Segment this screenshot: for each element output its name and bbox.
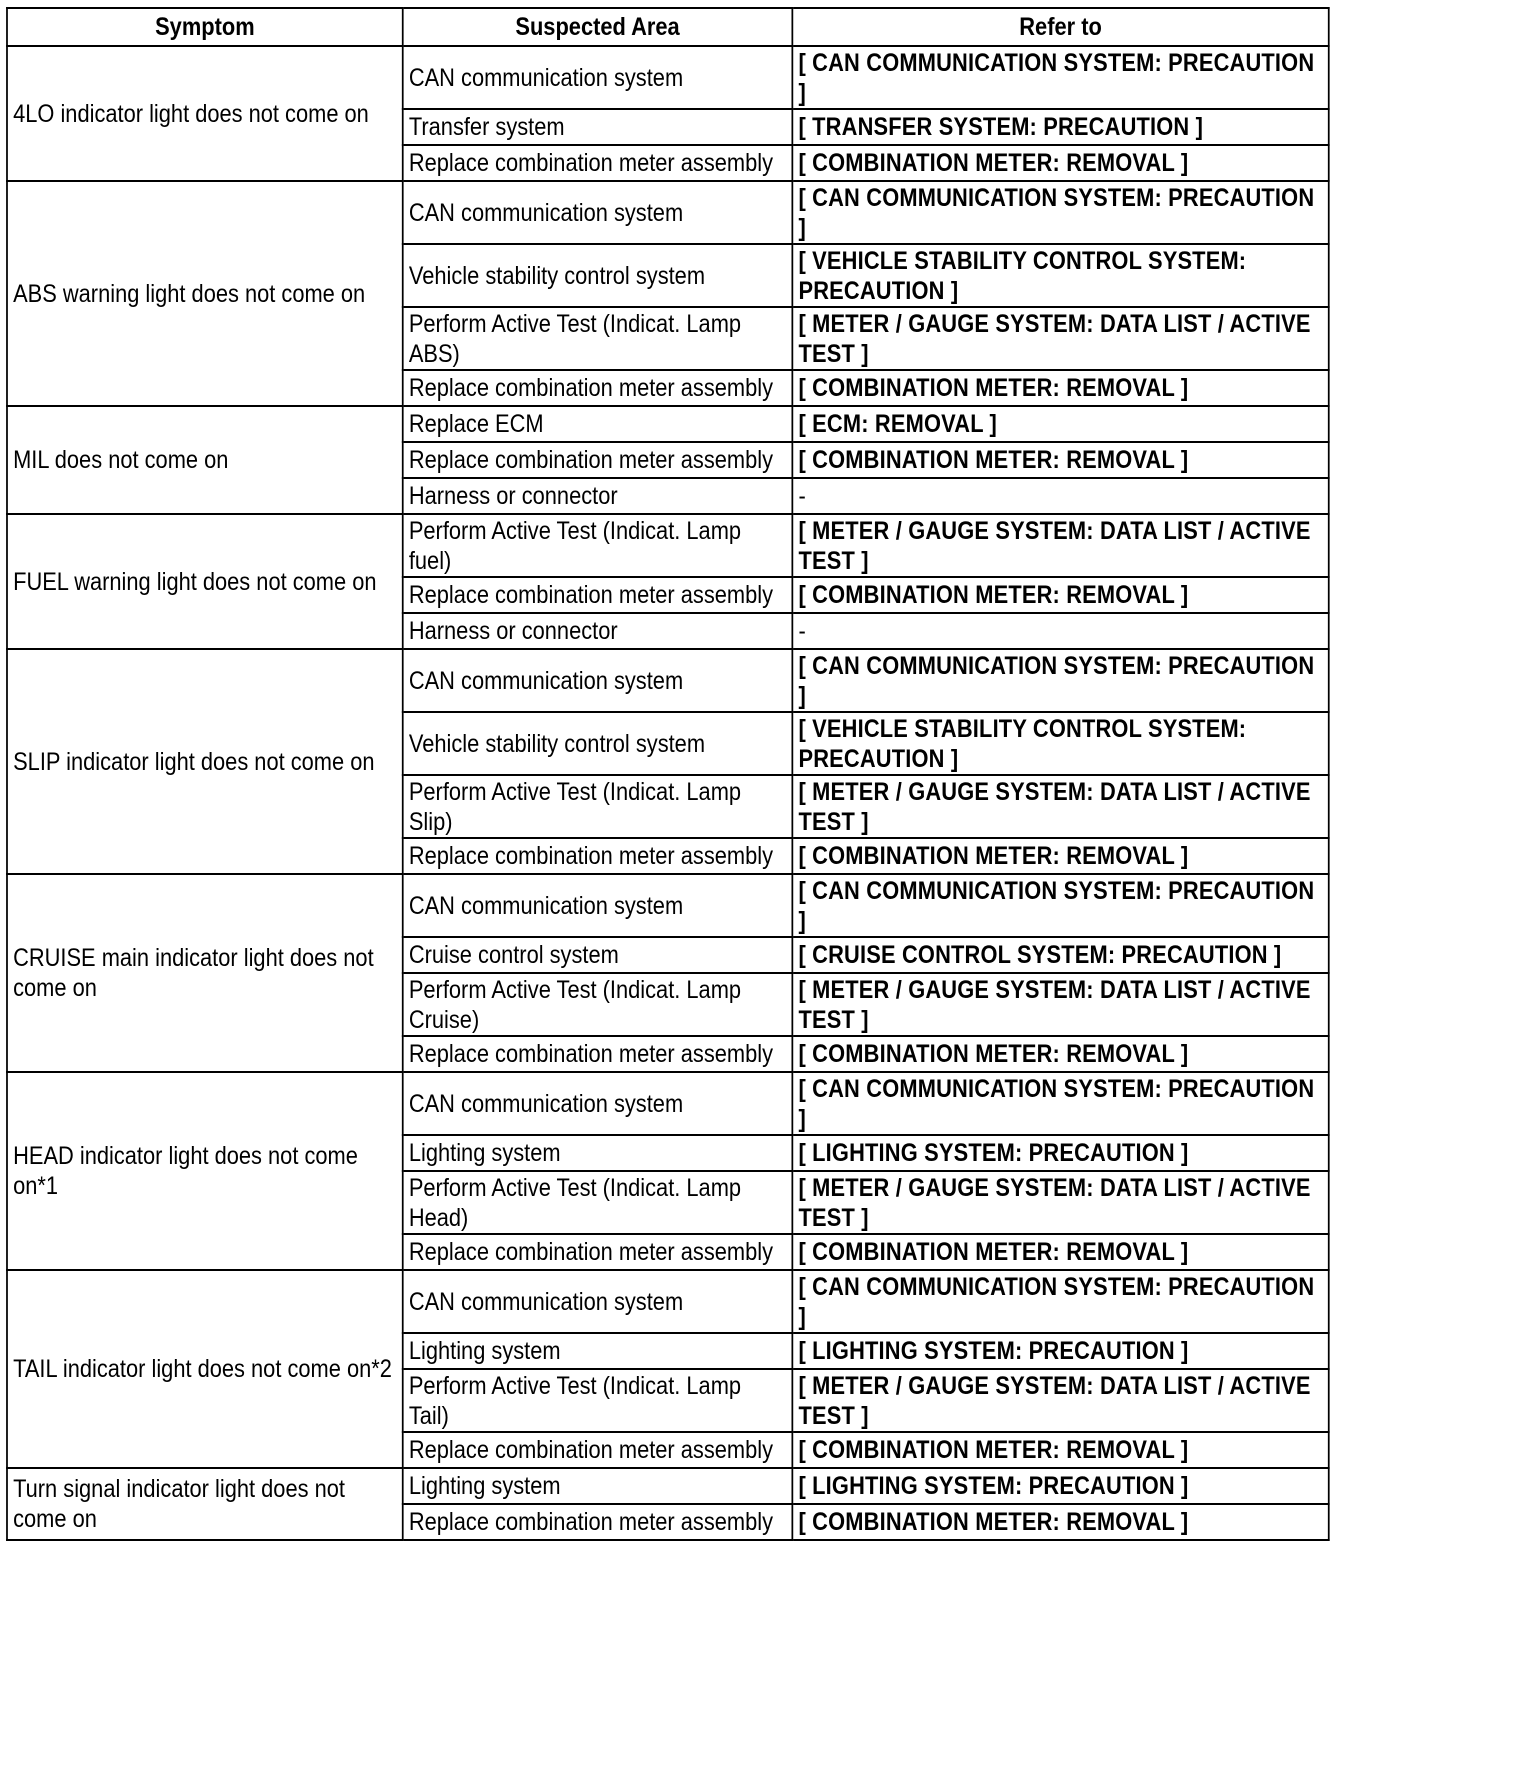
refer-to-cell: - [792,613,1328,649]
table-body [7,46,1329,1540]
refer-to-cell: [ COMBINATION METER: REMOVAL ] [792,1504,1328,1540]
suspected-area-cell: Perform Active Test (Indicat. Lamp ABS) [403,307,793,370]
refer-to-cell: [ VEHICLE STABILITY CONTROL SYSTEM: PRECAUTION ] [792,712,1328,775]
suspected-area-cell: Harness or connector [403,613,793,649]
table-row [7,1072,1329,1135]
suspected-area-cell: CAN communication system [403,649,793,712]
header-symptom: Symptom [7,8,403,46]
suspected-area-cell: Vehicle stability control system [403,712,793,775]
suspected-area-cell: Transfer system [403,109,793,145]
refer-to-cell: [ COMBINATION METER: REMOVAL ] [792,838,1328,874]
refer-to-cell: [ COMBINATION METER: REMOVAL ] [792,1234,1328,1270]
refer-to-cell: [ CAN COMMUNICATION SYSTEM: PRECAUTION ] [792,1270,1328,1333]
table-row [7,649,1329,712]
suspected-area-cell: CAN communication system [403,874,793,937]
suspected-area-cell: Replace combination meter assembly [403,370,793,406]
refer-to-cell: [ TRANSFER SYSTEM: PRECAUTION ] [792,109,1328,145]
symptom-cell: MIL does not come on [7,406,403,514]
suspected-area-cell: Perform Active Test (Indicat. Lamp fuel) [403,514,793,577]
header-suspected-area: Suspected Area [403,8,793,46]
suspected-area-cell: Replace combination meter assembly [403,1432,793,1468]
suspected-area-cell: Lighting system [403,1135,793,1171]
table-row [7,1468,1329,1504]
refer-to-cell: [ COMBINATION METER: REMOVAL ] [792,442,1328,478]
suspected-area-cell: Replace combination meter assembly [403,577,793,613]
suspected-area-cell: Vehicle stability control system [403,244,793,307]
table-row [7,874,1329,937]
suspected-area-cell: Lighting system [403,1468,793,1504]
refer-to-cell: [ VEHICLE STABILITY CONTROL SYSTEM: PRECAUTION ] [792,244,1328,307]
table-row [7,181,1329,244]
refer-to-cell: [ METER / GAUGE SYSTEM: DATA LIST / ACTIVE TEST ] [792,1171,1328,1234]
refer-to-cell: [ ECM: REMOVAL ] [792,406,1328,442]
refer-to-cell: [ LIGHTING SYSTEM: PRECAUTION ] [792,1333,1328,1369]
refer-to-cell: [ METER / GAUGE SYSTEM: DATA LIST / ACTIVE TEST ] [792,973,1328,1036]
refer-to-cell: [ COMBINATION METER: REMOVAL ] [792,370,1328,406]
suspected-area-cell: Perform Active Test (Indicat. Lamp Tail) [403,1369,793,1432]
refer-to-cell: [ METER / GAUGE SYSTEM: DATA LIST / ACTIVE TEST ] [792,775,1328,838]
refer-to-cell: [ METER / GAUGE SYSTEM: DATA LIST / ACTIVE TEST ] [792,307,1328,370]
refer-to-cell: [ METER / GAUGE SYSTEM: DATA LIST / ACTIVE TEST ] [792,1369,1328,1432]
table-row [7,46,1329,109]
symptom-cell: ABS warning light does not come on [7,181,403,406]
refer-to-cell: [ COMBINATION METER: REMOVAL ] [792,145,1328,181]
refer-to-cell: [ COMBINATION METER: REMOVAL ] [792,1432,1328,1468]
refer-to-cell: [ CRUISE CONTROL SYSTEM: PRECAUTION ] [792,937,1328,973]
suspected-area-cell: Perform Active Test (Indicat. Lamp Cruise) [403,973,793,1036]
header-row [7,8,1329,46]
diagnosis-table [6,7,1330,1541]
refer-to-cell: [ CAN COMMUNICATION SYSTEM: PRECAUTION ] [792,181,1328,244]
symptom-cell: HEAD indicator light does not come on*1 [7,1072,403,1270]
suspected-area-cell: CAN communication system [403,46,793,109]
suspected-area-cell: Replace combination meter assembly [403,1504,793,1540]
symptom-cell: SLIP indicator light does not come on [7,649,403,874]
header-refer-to: Refer to [792,8,1328,46]
refer-to-cell: [ CAN COMMUNICATION SYSTEM: PRECAUTION ] [792,46,1328,109]
suspected-area-cell: CAN communication system [403,1072,793,1135]
refer-to-cell: [ METER / GAUGE SYSTEM: DATA LIST / ACTIVE TEST ] [792,514,1328,577]
refer-to-cell: [ LIGHTING SYSTEM: PRECAUTION ] [792,1135,1328,1171]
suspected-area-cell: Perform Active Test (Indicat. Lamp Slip) [403,775,793,838]
suspected-area-cell: Replace combination meter assembly [403,1036,793,1072]
suspected-area-cell: Replace combination meter assembly [403,442,793,478]
refer-to-cell: [ CAN COMMUNICATION SYSTEM: PRECAUTION ] [792,1072,1328,1135]
symptom-cell: Turn signal indicator light does not come on [7,1468,403,1540]
symptom-cell: FUEL warning light does not come on [7,514,403,649]
suspected-area-cell: Lighting system [403,1333,793,1369]
suspected-area-cell: Replace combination meter assembly [403,838,793,874]
suspected-area-cell: Harness or connector [403,478,793,514]
table-row [7,514,1329,577]
symptom-cell: 4LO indicator light does not come on [7,46,403,181]
suspected-area-cell: Replace ECM [403,406,793,442]
suspected-area-cell: Perform Active Test (Indicat. Lamp Head) [403,1171,793,1234]
suspected-area-cell: CAN communication system [403,181,793,244]
suspected-area-cell: Replace combination meter assembly [403,145,793,181]
refer-to-cell: [ LIGHTING SYSTEM: PRECAUTION ] [792,1468,1328,1504]
table-row [7,1270,1329,1333]
refer-to-cell: [ COMBINATION METER: REMOVAL ] [792,1036,1328,1072]
refer-to-cell: [ CAN COMMUNICATION SYSTEM: PRECAUTION ] [792,874,1328,937]
suspected-area-cell: CAN communication system [403,1270,793,1333]
refer-to-cell: [ COMBINATION METER: REMOVAL ] [792,577,1328,613]
symptom-cell: TAIL indicator light does not come on*2 [7,1270,403,1468]
suspected-area-cell: Replace combination meter assembly [403,1234,793,1270]
refer-to-cell: - [792,478,1328,514]
table-row [7,406,1329,442]
symptom-cell: CRUISE main indicator light does not come on [7,874,403,1072]
suspected-area-cell: Cruise control system [403,937,793,973]
refer-to-cell: [ CAN COMMUNICATION SYSTEM: PRECAUTION ] [792,649,1328,712]
